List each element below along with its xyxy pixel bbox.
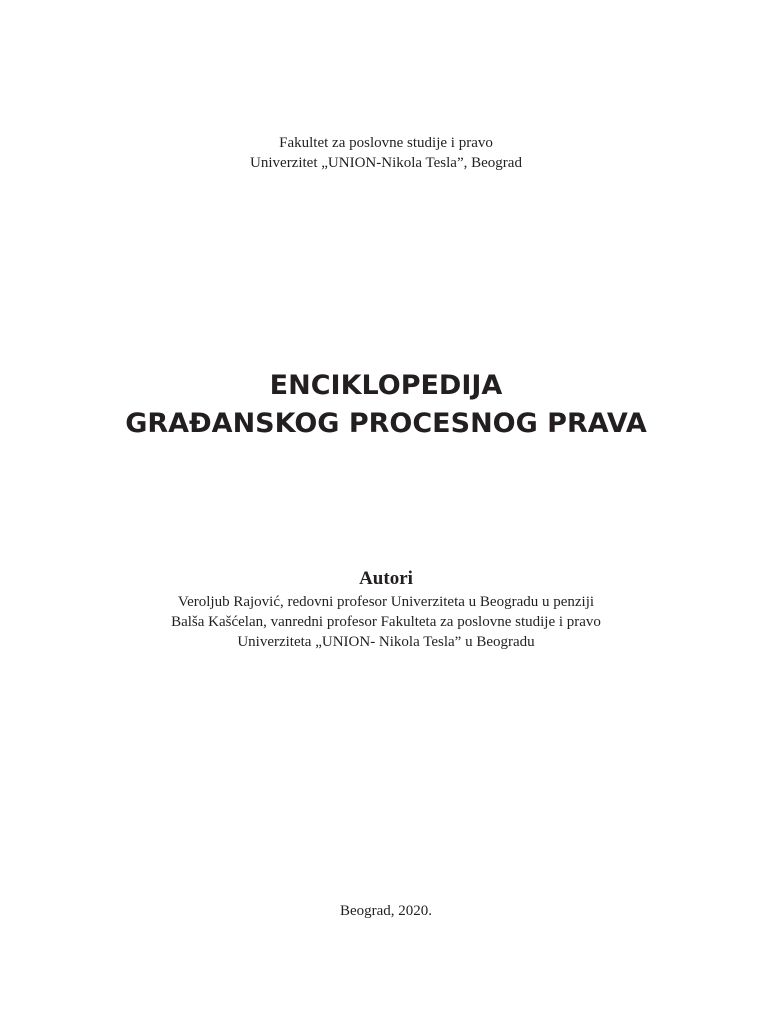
authors-heading: Autori <box>359 568 413 589</box>
book-title <box>0 367 768 443</box>
author-line: Balša Kašćelan, vanredni profesor Fakulteta za poslovne studije i pravo <box>171 614 601 630</box>
university-name: Univerzitet „UNION-Nikola Tesla”, Beograd <box>250 155 522 171</box>
book-title-line-2: GRAĐANSKOG PROCESNOG PRAVA <box>125 408 647 439</box>
authors-block <box>0 566 768 652</box>
faculty-name: Fakultet za poslovne studije i pravo <box>279 135 493 151</box>
book-title-line-1: ENCIKLOPEDIJA <box>269 370 503 401</box>
publication-place-date: Beograd, 2020. <box>339 903 433 919</box>
author-line: Univerziteta „UNION- Nikola Tesla” u Beogradu <box>237 634 535 650</box>
author-line: Veroljub Rajović, redovni profesor Univerziteta u Beogradu u penziji <box>177 594 595 610</box>
institution-block <box>0 133 768 173</box>
